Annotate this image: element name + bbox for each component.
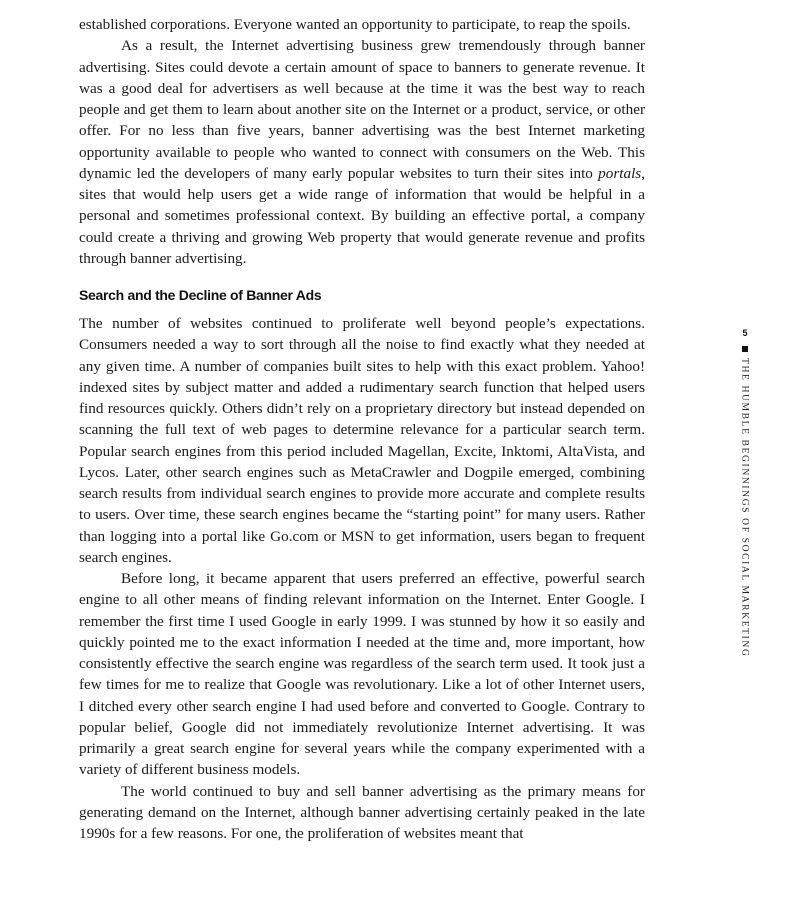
running-title: THE HUMBLE BEGINNINGS OF SOCIAL MARKETING	[739, 358, 751, 658]
paragraph-banner-peak: The world continued to buy and sell banner advertising as the primary means for generating demand on the Internet, although banner advertising certainly peaked in the late 1990s for a few reasons. For one, the proliferation of websites meant that	[79, 782, 645, 842]
paragraph-text: , sites that would help users get a wide range of information that would be helpful in a personal and sometimes professional context. By building an effective portal, a company could create a thriving and growing Web property that would generate revenue and profits through banner advertising.	[79, 164, 645, 267]
square-bullet-icon	[742, 346, 748, 352]
running-head	[738, 328, 752, 658]
page-number: 5	[742, 328, 748, 338]
paragraph-banner-advertising	[79, 35, 645, 269]
paragraph-google: Before long, it became apparent that users preferred an effective, powerful search engine to all other means of finding relevant information on the Internet. Enter Google. I remember the first time I used Google in early 1999. I was stunned by how it so easily and quickly pointed me to the exact information I needed at the time and, more important, how consistently effective the search engine was regardless of the search term used. It took just a few times for me to realize that Google was revolutionary. Like a lot of other Internet users, I ditched every other search engine I had used before and converted to Google. Contrary to popular belief, Google did not immediately revolutionize Internet advertising. It was primarily a great search engine for several years while the company experimented with a variety of different business models.	[79, 570, 645, 779]
paragraph-text: As a result, the Internet advertising business grew tremendously through banner advertising. Sites could devote a certain amount of space to banners to generate revenue. It was a good deal for advertisers as well because at the time it was the best way to reach people and get them to learn about another site on the Internet or a product, service, or other offer. For no less than five years, banner advertising was the best Internet marketing opportunity available to people who wanted to connect with consumers on the Web. This dynamic led the developers of many early popular websites to turn their sites into	[79, 37, 645, 182]
paragraph-search-engines: The number of websites continued to proliferate well beyond people’s expectations. Consumers needed a way to sort through all the noise to find exactly what they needed at any given time. A number of companies built sites to help with this exact problem. Yahoo! indexed sites by subject matter and added a rudimentary search function that helped users find resources quickly. Others didn’t rely on a proprietary directory but instead depended on scanning the full text of web pages to determine relevance for a particular search term. Popular search engines from this period included Magellan, Excite, Inktomi, AltaVista, and Lycos. Later, other search engines such as MetaCrawler and Dogpile emerged, combining search results from individual search engines to provide more accurate and complete results to users. Over time, these search engines became the “starting point” for many users. Rather than logging into a portal like Go.com or MSN to get information, users began to frequent search engines.	[79, 315, 645, 566]
section-heading: Search and the Decline of Banner Ads	[79, 287, 322, 303]
italic-term-portals: portals	[598, 164, 642, 182]
paragraph-continued: established corporations. Everyone wanted an opportunity to participate, to reap the spoils.	[79, 16, 631, 33]
page-body	[79, 14, 645, 844]
